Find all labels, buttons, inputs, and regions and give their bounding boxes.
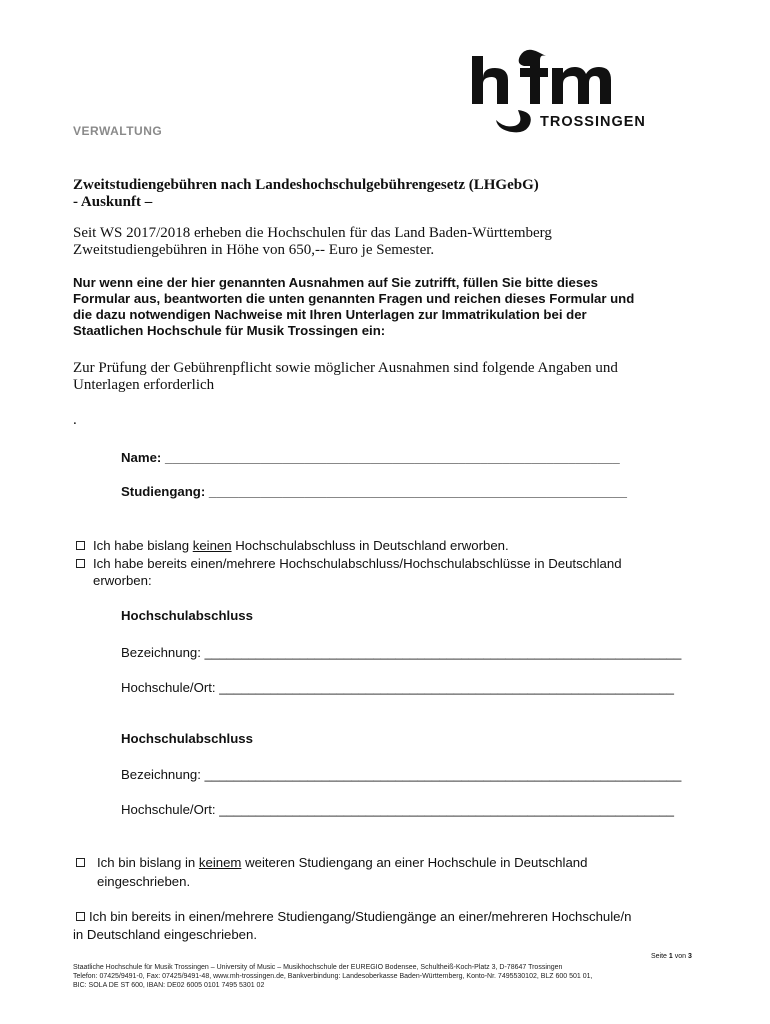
degree-heading-2: Hochschulabschluss (121, 731, 253, 746)
ort-line[interactable]: ______________________________________________________________ (219, 680, 674, 695)
intro-paragraph (73, 225, 713, 259)
logo-wordmark: TROSSINGEN (540, 114, 646, 130)
title-subline: - Auskunft – (73, 194, 153, 210)
ort-label: Hochschule/Ort: (121, 680, 216, 695)
degree-1-bezeichnung-field[interactable] (121, 645, 681, 660)
department-label: VERWALTUNG (73, 124, 163, 138)
notice-line: Formular aus, beantworten die unten genannten Fragen und reichen dieses Formular und (73, 291, 635, 306)
page-footer (73, 963, 593, 990)
check-paragraph (73, 360, 713, 394)
bezeichnung-line[interactable]: _________________________________________________________________ (204, 767, 682, 782)
page-number: Seite 1 von 3 (651, 953, 692, 960)
option-text: Ich bin bislang in (97, 855, 199, 870)
check-line: Unterlagen erforderlich (73, 377, 215, 393)
bezeichnung-label: Bezeichnung: (121, 645, 201, 660)
option-text-continued: eingeschrieben. (97, 874, 191, 889)
dot-mark: . (73, 412, 77, 428)
ort-line[interactable]: ______________________________________________________________ (219, 802, 674, 817)
option-text: Ich habe bislang (93, 538, 193, 553)
option-emphasis: keinen (192, 538, 232, 553)
option-text: Hochschulabschluss in Deutschland erworben. (231, 538, 509, 553)
checkbox-icon[interactable] (76, 559, 85, 568)
ort-label: Hochschule/Ort: (121, 802, 216, 817)
option-no-other-program[interactable] (76, 854, 587, 871)
intro-line: Seit WS 2017/2018 erheben die Hochschulen für das Land Baden-Württemberg (73, 225, 552, 241)
notice-line: Staatlichen Hochschule für Musik Trossingen ein: (73, 323, 386, 338)
title-line: Zweitstudiengebühren nach Landeshochschulgebührengesetz (LHGebG) (73, 177, 539, 193)
check-line: Zur Prüfung der Gebührenpflicht sowie möglicher Ausnahmen sind folgende Angaben und (73, 360, 618, 376)
notice-line: die dazu notwendigen Nachweise mit Ihren Unterlagen zur Immatrikulation bei der (73, 307, 587, 322)
bezeichnung-line[interactable]: _________________________________________________________________ (204, 645, 682, 660)
footer-line: Staatliche Hochschule für Musik Trossingen – University of Music – Musikhochschule der EUREGIO Bodensee, Schultheiß-Koch-Platz 3, D-78647 Trossingen (73, 964, 563, 971)
checkbox-icon[interactable] (76, 541, 85, 550)
option-text: Ich habe bereits einen/mehrere Hochschulabschluss/Hochschulabschlüsse in Deutschland (93, 556, 622, 571)
notice-paragraph (73, 275, 713, 339)
degree-2-ort-field[interactable] (121, 802, 674, 817)
bezeichnung-label: Bezeichnung: (121, 767, 201, 782)
option-no-degree[interactable] (76, 537, 509, 554)
studiengang-label: Studiengang: (121, 484, 206, 499)
intro-line: Zweitstudiengebühren in Höhe von 650,-- Euro je Semester. (73, 242, 435, 258)
option-text-continued: in Deutschland eingeschrieben. (73, 927, 258, 942)
option-text: weiteren Studiengang an einer Hochschule in Deutschland (241, 855, 588, 870)
footer-line: BIC: SOLA DE ST 600, IBAN: DE02 6005 0101 7495 5301 02 (73, 982, 265, 989)
document-title (73, 177, 539, 211)
checkbox-icon[interactable] (76, 858, 85, 867)
option-text: Ich bin bereits in einen/mehrere Studiengang/Studiengänge an einer/mehreren Hochschule/n (89, 909, 632, 924)
degree-1-ort-field[interactable] (121, 680, 674, 695)
checkbox-icon[interactable] (76, 912, 85, 921)
name-line[interactable]: ______________________________________________________________ (164, 450, 620, 465)
notice-line: Nur wenn eine der hier genannten Ausnahmen auf Sie zutrifft, füllen Sie bitte dieses (73, 275, 598, 290)
name-label: Name: (121, 450, 162, 465)
option-emphasis: keinem (198, 855, 242, 870)
studiengang-line[interactable]: _________________________________________________________ (208, 484, 627, 499)
degree-heading-1: Hochschulabschluss (121, 608, 253, 623)
footer-line: Telefon: 07425/9491-0, Fax: 07425/9491-48, www.mh-trossingen.de, Bankverbindung: Landesoberkasse Baden-Württemberg, Konto-Nr. 7495530102, BLZ 600 501 01, (73, 973, 593, 980)
studiengang-field[interactable] (121, 484, 627, 499)
option-enrolled-other[interactable] (76, 908, 632, 925)
option-text-continued: erworben: (93, 573, 152, 588)
name-field[interactable] (121, 450, 620, 465)
degree-2-bezeichnung-field[interactable] (121, 767, 681, 782)
option-has-degree[interactable] (76, 555, 622, 572)
